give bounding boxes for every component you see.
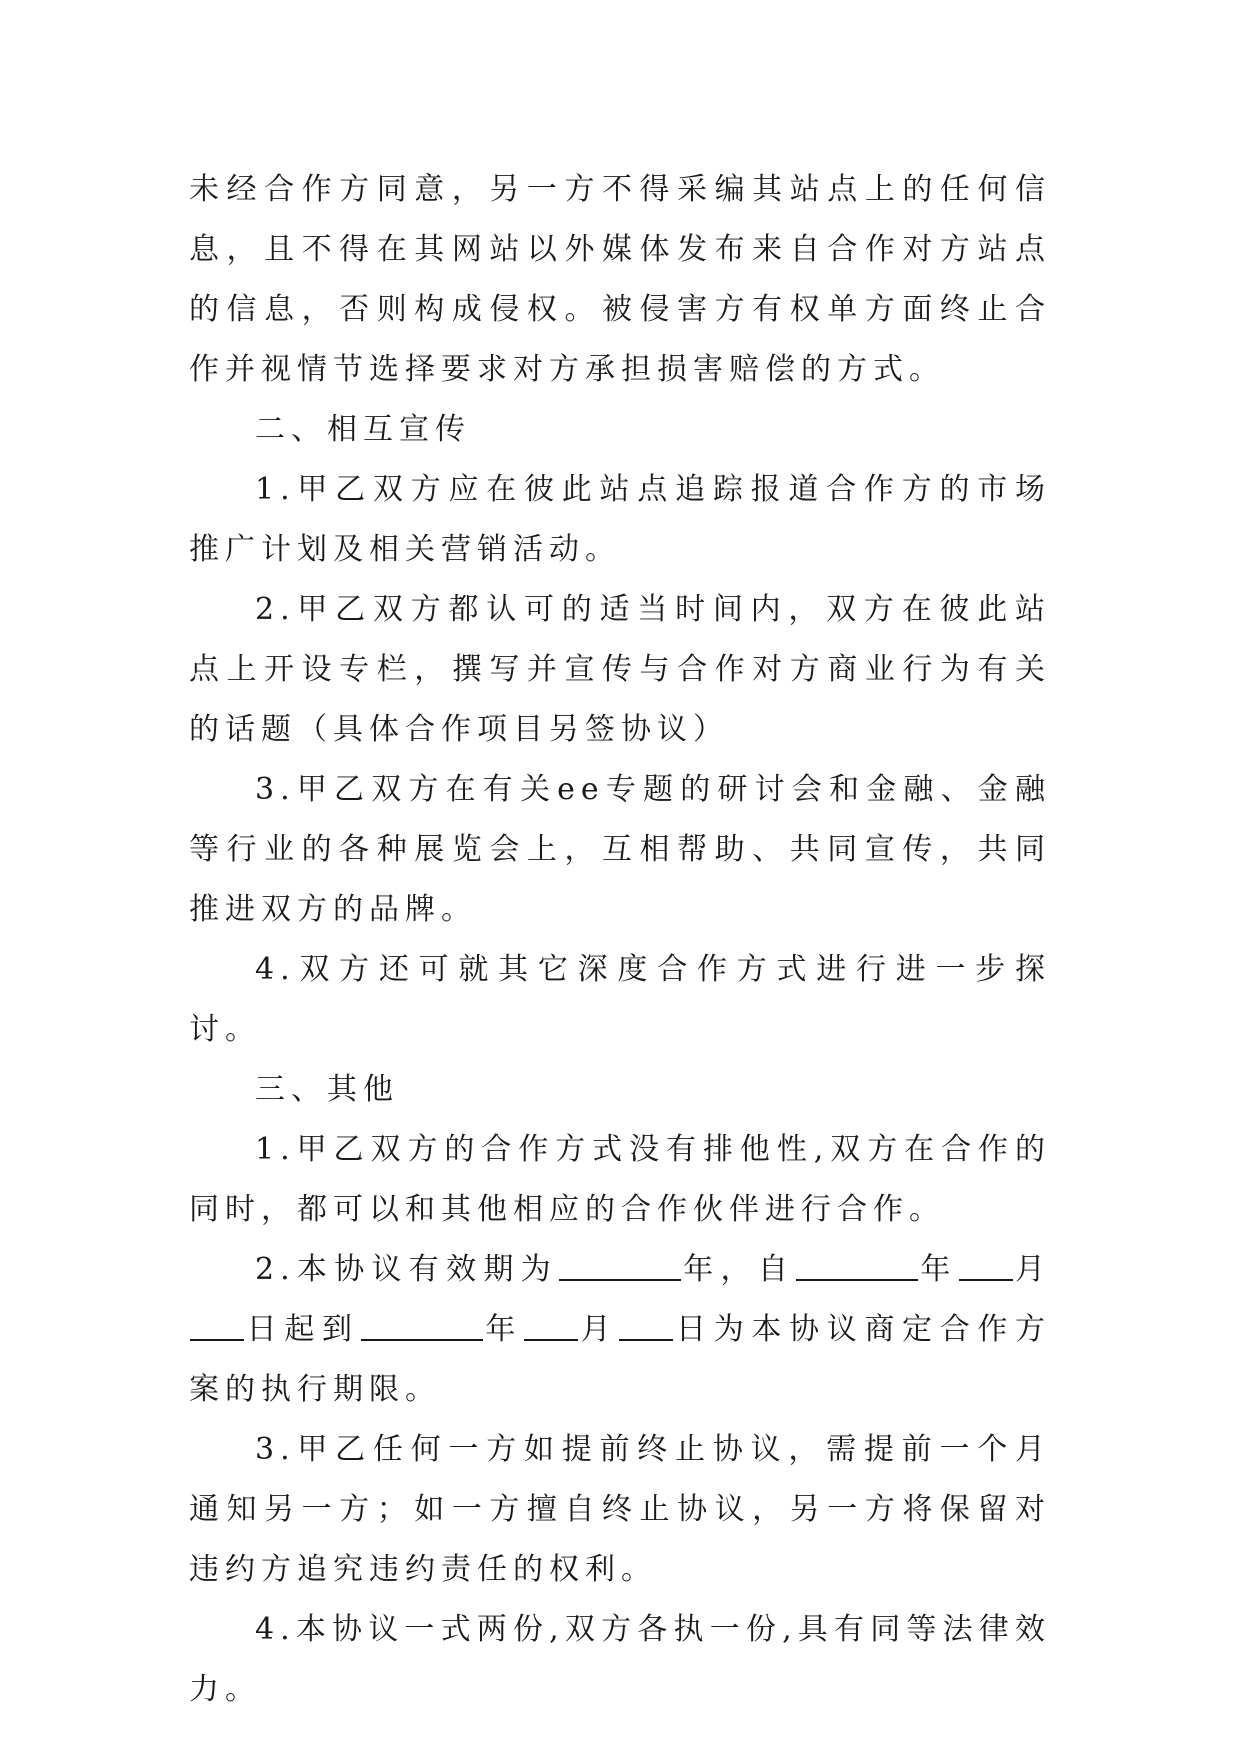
- blank-end-day: [619, 1309, 673, 1341]
- blank-end-month: [524, 1309, 578, 1341]
- section-heading-other: 三、其他: [255, 1072, 399, 1107]
- blank-start-year: [796, 1249, 918, 1281]
- validity-text-5: 日起到: [245, 1312, 360, 1347]
- validity-text-1: 2.本协议有效期为: [255, 1252, 558, 1287]
- paragraph-clause-3-4: 4.本协议一式两份,双方各执一份,具有同等法律效力。: [189, 1612, 1051, 1707]
- paragraph-clause-3-2-validity-period: [189, 1240, 1051, 1420]
- paragraph-clause-2-4: 4.双方还可就其它深度合作方式进行进一步探讨。: [189, 952, 1051, 1047]
- paragraph-clause-3-3: 3.甲乙任何一方如提前终止协议，需提前一个月通知另一方；如一方擅自终止协议，另一方将保留对违约方追究违约责任的权利。: [189, 1432, 1051, 1587]
- paragraph-clause-2-2: 2.甲乙双方都认可的适当时间内，双方在彼此站点上开设专栏，撰写并宣传与合作对方商业行为有关的话题（具体合作项目另签协议）: [189, 592, 1051, 747]
- blank-years: [559, 1249, 681, 1281]
- validity-text-3: 年: [919, 1252, 958, 1287]
- paragraph-clause-3-1: 1.甲乙双方的合作方式没有排他性,双方在合作的同时，都可以和其他相应的合作伙伴进行合作。: [189, 1132, 1051, 1227]
- document-body: [189, 160, 1051, 1720]
- blank-start-month: [959, 1249, 1013, 1281]
- paragraph-infringement-clause: 未经合作方同意，另一方不得采编其站点上的任何信息，且不得在其网站以外媒体发布来自合作对方站点的信息，否则构成侵权。被侵害方有权单方面终止合作并视情节选择要求对方承担损害赔偿的方式。: [189, 172, 1051, 387]
- blank-end-year: [361, 1309, 483, 1341]
- validity-text-8: 日为本协议商定合作方案的执行期限。: [189, 1312, 1052, 1407]
- paragraph-clause-2-1: 1.甲乙双方应在彼此站点追踪报道合作方的市场推广计划及相关营销活动。: [189, 472, 1051, 567]
- validity-text-4: 月: [1013, 1252, 1052, 1287]
- paragraph-clause-2-3: 3.甲乙双方在有关ee专题的研讨会和金融、金融等行业的各种展览会上，互相帮助、共同宣传，共同推进双方的品牌。: [189, 772, 1051, 927]
- validity-text-2: 年，自: [681, 1252, 796, 1287]
- validity-text-6: 年: [483, 1312, 524, 1347]
- validity-text-7: 月: [579, 1312, 619, 1347]
- section-heading-mutual-promotion: 二、相互宣传: [255, 412, 471, 447]
- blank-start-day: [190, 1309, 244, 1341]
